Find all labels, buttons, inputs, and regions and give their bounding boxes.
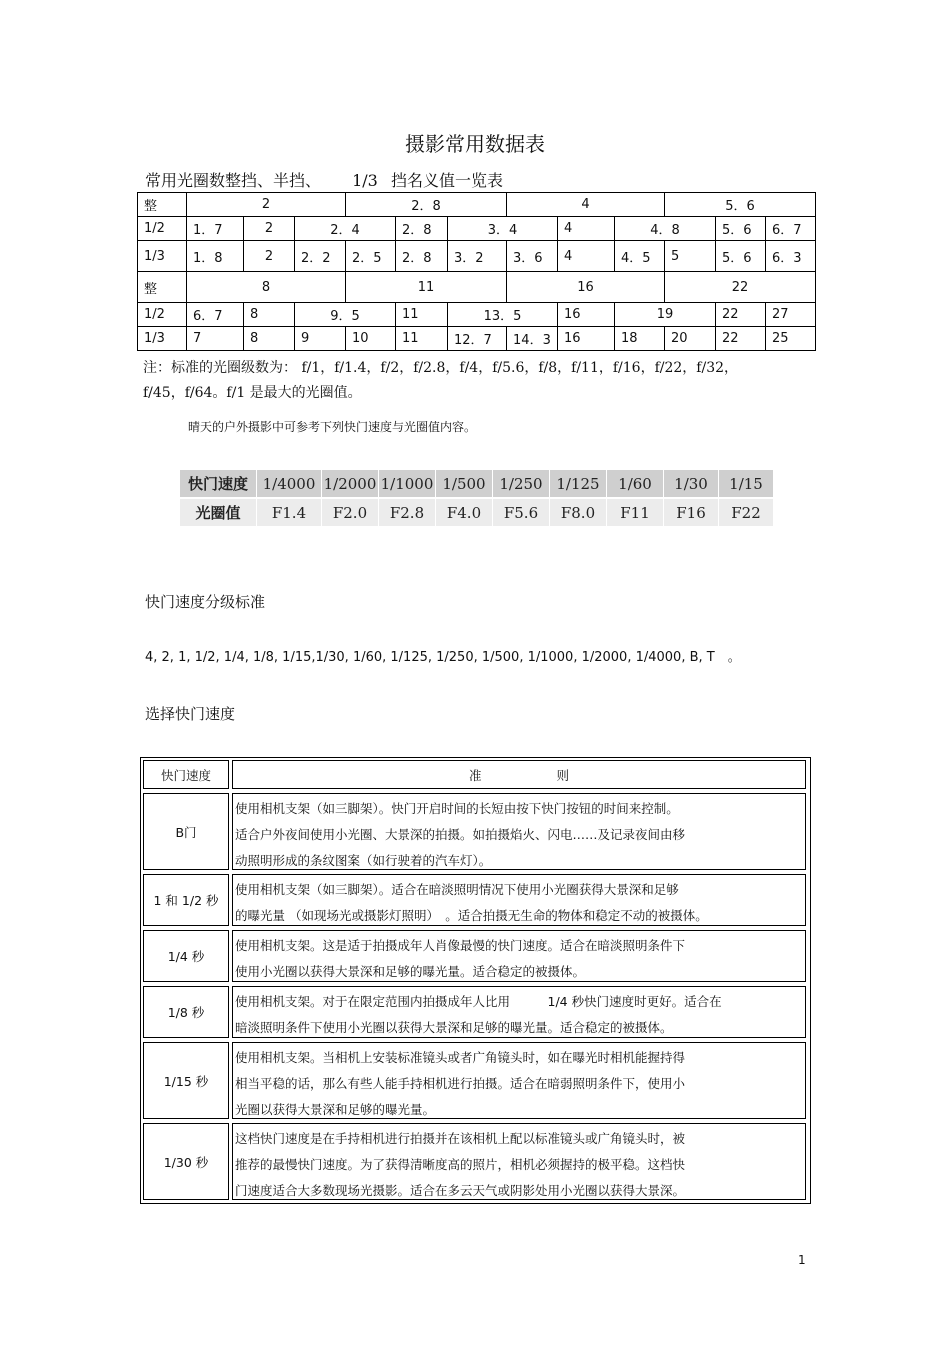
table-cell: 5 xyxy=(665,241,716,272)
table-cell: 2 xyxy=(187,193,346,217)
table-cell: F2.8 xyxy=(379,498,436,526)
table-row xyxy=(138,272,816,303)
header-speed: 快门速度 xyxy=(143,760,229,789)
table-cell: 4 xyxy=(507,193,665,217)
table-cell: 5．6 xyxy=(716,217,766,241)
shutter-label: 快门速度 xyxy=(180,470,257,498)
rule-line: 推荐的最慢快门速度。为了获得清晰度高的照片，相机必须握持的极平稳。这档快 xyxy=(235,1157,686,1172)
table-row xyxy=(180,470,774,498)
table-cell: F5.6 xyxy=(493,498,550,526)
section-heading-choose-speed: 选择快门速度 xyxy=(145,705,236,723)
table-cell: 1/2000 xyxy=(322,470,379,498)
table-cell: 9 xyxy=(295,327,346,351)
rule-line: 使用相机支架（如三脚架）。适合在暗淡照明情况下使用小光圈获得大景深和足够 xyxy=(235,882,679,897)
rule-speed: 1 和 1/2 秒 xyxy=(143,874,229,926)
rule-line: 使用小光圈以获得大景深和足够的曝光量。适合稳定的被摄体。 xyxy=(235,964,586,979)
table-cell: 3．4 xyxy=(448,217,558,241)
table-cell: 16 xyxy=(558,303,615,327)
table-cell: 6．7 xyxy=(187,303,244,327)
rule-text xyxy=(232,793,806,870)
table-cell: 整 xyxy=(138,272,187,303)
table-cell: 2．8 xyxy=(346,193,507,217)
rule-text xyxy=(232,986,806,1038)
rule-text xyxy=(232,930,806,982)
table-cell: F4.0 xyxy=(436,498,493,526)
table-cell: 6．7 xyxy=(766,217,816,241)
note-line-1: 注：标准的光圈级数为： f/1，f/1.4，f/2，f/2.8，f/4，f/5.6，f/8，f/11，f/16，f/22，f/32， xyxy=(143,360,739,376)
rule-speed: 1/4 秒 xyxy=(143,930,229,982)
rule-line: 门速度适合大多数现场光摄影。适合在多云天气或阴影处用小光圈以获得大景深。 xyxy=(235,1183,686,1198)
table-cell: F11 xyxy=(607,498,664,526)
table-cell: 1．8 xyxy=(187,241,244,272)
rule-line: 适合户外夜间使用小光圈、大景深的拍摄。如拍摄焰火、闪电……及记录夜间由移 xyxy=(235,827,686,842)
table-cell: 1/2 xyxy=(138,217,187,241)
page-number: 1 xyxy=(798,1253,806,1267)
table-cell: 25 xyxy=(766,327,816,351)
table-cell: F2.0 xyxy=(322,498,379,526)
rule-line: 的曝光量 （如现场光或摄影灯照明） 。适合拍摄无生命的物体和稳定不动的被摄体。 xyxy=(235,908,708,923)
table-cell: 19 xyxy=(615,303,716,327)
table-cell: 13．5 xyxy=(448,303,558,327)
section-heading-speed-standard: 快门速度分级标准 xyxy=(145,593,266,611)
rule-line: 使用相机支架。这是适于拍摄成年人肖像最慢的快门速度。适合在暗淡照明条件下 xyxy=(235,938,686,953)
table-cell: F1.4 xyxy=(257,498,322,526)
table-cell: 8 xyxy=(244,327,295,351)
table-row xyxy=(138,303,816,327)
rule-line: 相当平稳的话，那么有些人能手持相机进行拍摄。适合在暗弱照明条件下，使用小 xyxy=(235,1076,686,1091)
table-cell: 1/30 xyxy=(664,470,719,498)
table-cell: 1/60 xyxy=(607,470,664,498)
table-cell: 20 xyxy=(665,327,716,351)
table-cell: 27 xyxy=(766,303,816,327)
rule-line: 动照明形成的条纹图案（如行驶着的汽车灯）。 xyxy=(235,853,492,868)
rule-text xyxy=(232,874,806,926)
table-cell: 1．7 xyxy=(187,217,244,241)
table-cell: 4．8 xyxy=(615,217,716,241)
table-cell: F8.0 xyxy=(550,498,607,526)
table-cell: 4 xyxy=(558,241,615,272)
aperture-stops-table xyxy=(137,192,816,351)
table-cell: 1/15 xyxy=(719,470,774,498)
table-cell: F22 xyxy=(719,498,774,526)
table-cell: 1/1000 xyxy=(379,470,436,498)
table-cell: 11 xyxy=(346,272,507,303)
table-cell: 22 xyxy=(665,272,816,303)
rule-speed: B门 xyxy=(143,793,229,870)
table-cell: F16 xyxy=(664,498,719,526)
table-row xyxy=(138,193,816,217)
shutter-rules-table xyxy=(140,757,811,1204)
table-cell: 5．6 xyxy=(716,241,766,272)
rule-line: 使用相机支架。对于在限定范围内拍摄成年人比用 1/4 秒快门速度时更好。适合在 xyxy=(235,994,722,1009)
table-cell: 1/3 xyxy=(138,327,187,351)
caption-part3: 挡名义值一览表 xyxy=(390,171,503,190)
header-rule: 准 则 xyxy=(232,760,806,789)
sunny-intro-text: 晴天的户外摄影中可参考下列快门速度与光圈值内容。 xyxy=(188,420,477,434)
table-cell: 8 xyxy=(187,272,346,303)
table-row xyxy=(138,241,816,272)
aperture-note xyxy=(143,356,823,406)
table-cell: 2．8 xyxy=(396,241,448,272)
table-cell: 9．5 xyxy=(295,303,396,327)
rule-speed: 1/15 秒 xyxy=(143,1042,229,1119)
rule-line: 这档快门速度是在手持相机进行拍摄并在该相机上配以标准镜头或广角镜头时，被 xyxy=(235,1131,686,1146)
table-cell: 1/2 xyxy=(138,303,187,327)
table-cell: 2．4 xyxy=(295,217,396,241)
rule-text xyxy=(232,1123,806,1200)
table-cell: 1/500 xyxy=(436,470,493,498)
page-title: 摄影常用数据表 xyxy=(405,132,545,156)
table-cell: 5．6 xyxy=(665,193,816,217)
table-cell: 1/250 xyxy=(493,470,550,498)
table-cell: 22 xyxy=(716,327,766,351)
caption-part2: 1/3 xyxy=(352,171,378,190)
table-cell: 8 xyxy=(244,303,295,327)
table-cell: 整 xyxy=(138,193,187,217)
table-cell: 1/4000 xyxy=(257,470,322,498)
rule-line: 使用相机支架。当相机上安装标准镜头或者广角镜头时，如在曝光时相机能握持得 xyxy=(235,1050,686,1065)
table-cell: 1/125 xyxy=(550,470,607,498)
table-cell: 16 xyxy=(558,327,615,351)
table-cell: 2．8 xyxy=(396,217,448,241)
table-cell: 7 xyxy=(187,327,244,351)
shutter-speed-series: 4, 2, 1, 1/2, 1/4, 1/8, 1/15,1/30, 1/60, 1/125, 1/250, 1/500, 1/1000, 1/2000, 1/4000, B, T 。 xyxy=(145,650,741,665)
rule-line: 光圈以获得大景深和足够的曝光量。 xyxy=(235,1102,436,1117)
table-cell: 2 xyxy=(244,217,295,241)
aperture-table-caption xyxy=(145,168,503,191)
table-cell: 14．3 xyxy=(507,327,558,351)
rule-line: 暗淡照明条件下使用小光圈以获得大景深和足够的曝光量。适合稳定的被摄体。 xyxy=(235,1020,673,1035)
table-cell: 6．3 xyxy=(766,241,816,272)
rule-speed: 1/30 秒 xyxy=(143,1123,229,1200)
table-cell: 3．6 xyxy=(507,241,558,272)
table-cell: 4．5 xyxy=(615,241,665,272)
table-cell: 22 xyxy=(716,303,766,327)
table-row xyxy=(180,498,774,526)
table-cell: 2．5 xyxy=(346,241,396,272)
table-cell: 11 xyxy=(396,303,448,327)
aperture-label: 光圈值 xyxy=(180,498,257,526)
table-cell: 10 xyxy=(346,327,396,351)
table-row xyxy=(138,217,816,241)
note-line-2: f/45，f/64。f/1 是最大的光圈值。 xyxy=(143,385,362,401)
table-cell: 18 xyxy=(615,327,665,351)
sunny-exposure-table xyxy=(180,470,774,526)
table-row xyxy=(138,327,816,351)
table-cell: 4 xyxy=(558,217,615,241)
table-cell: 11 xyxy=(396,327,448,351)
rule-speed: 1/8 秒 xyxy=(143,986,229,1038)
table-cell: 3．2 xyxy=(448,241,507,272)
table-cell: 2 xyxy=(244,241,295,272)
caption-part1: 常用光圈数整挡、半挡、 xyxy=(145,171,322,190)
table-cell: 16 xyxy=(507,272,665,303)
table-cell: 2．2 xyxy=(295,241,346,272)
table-cell: 1/3 xyxy=(138,241,187,272)
rule-line: 使用相机支架（如三脚架）。快门开启时间的长短由按下快门按钮的时间来控制。 xyxy=(235,801,679,816)
table-cell: 12．7 xyxy=(448,327,507,351)
rule-text xyxy=(232,1042,806,1119)
